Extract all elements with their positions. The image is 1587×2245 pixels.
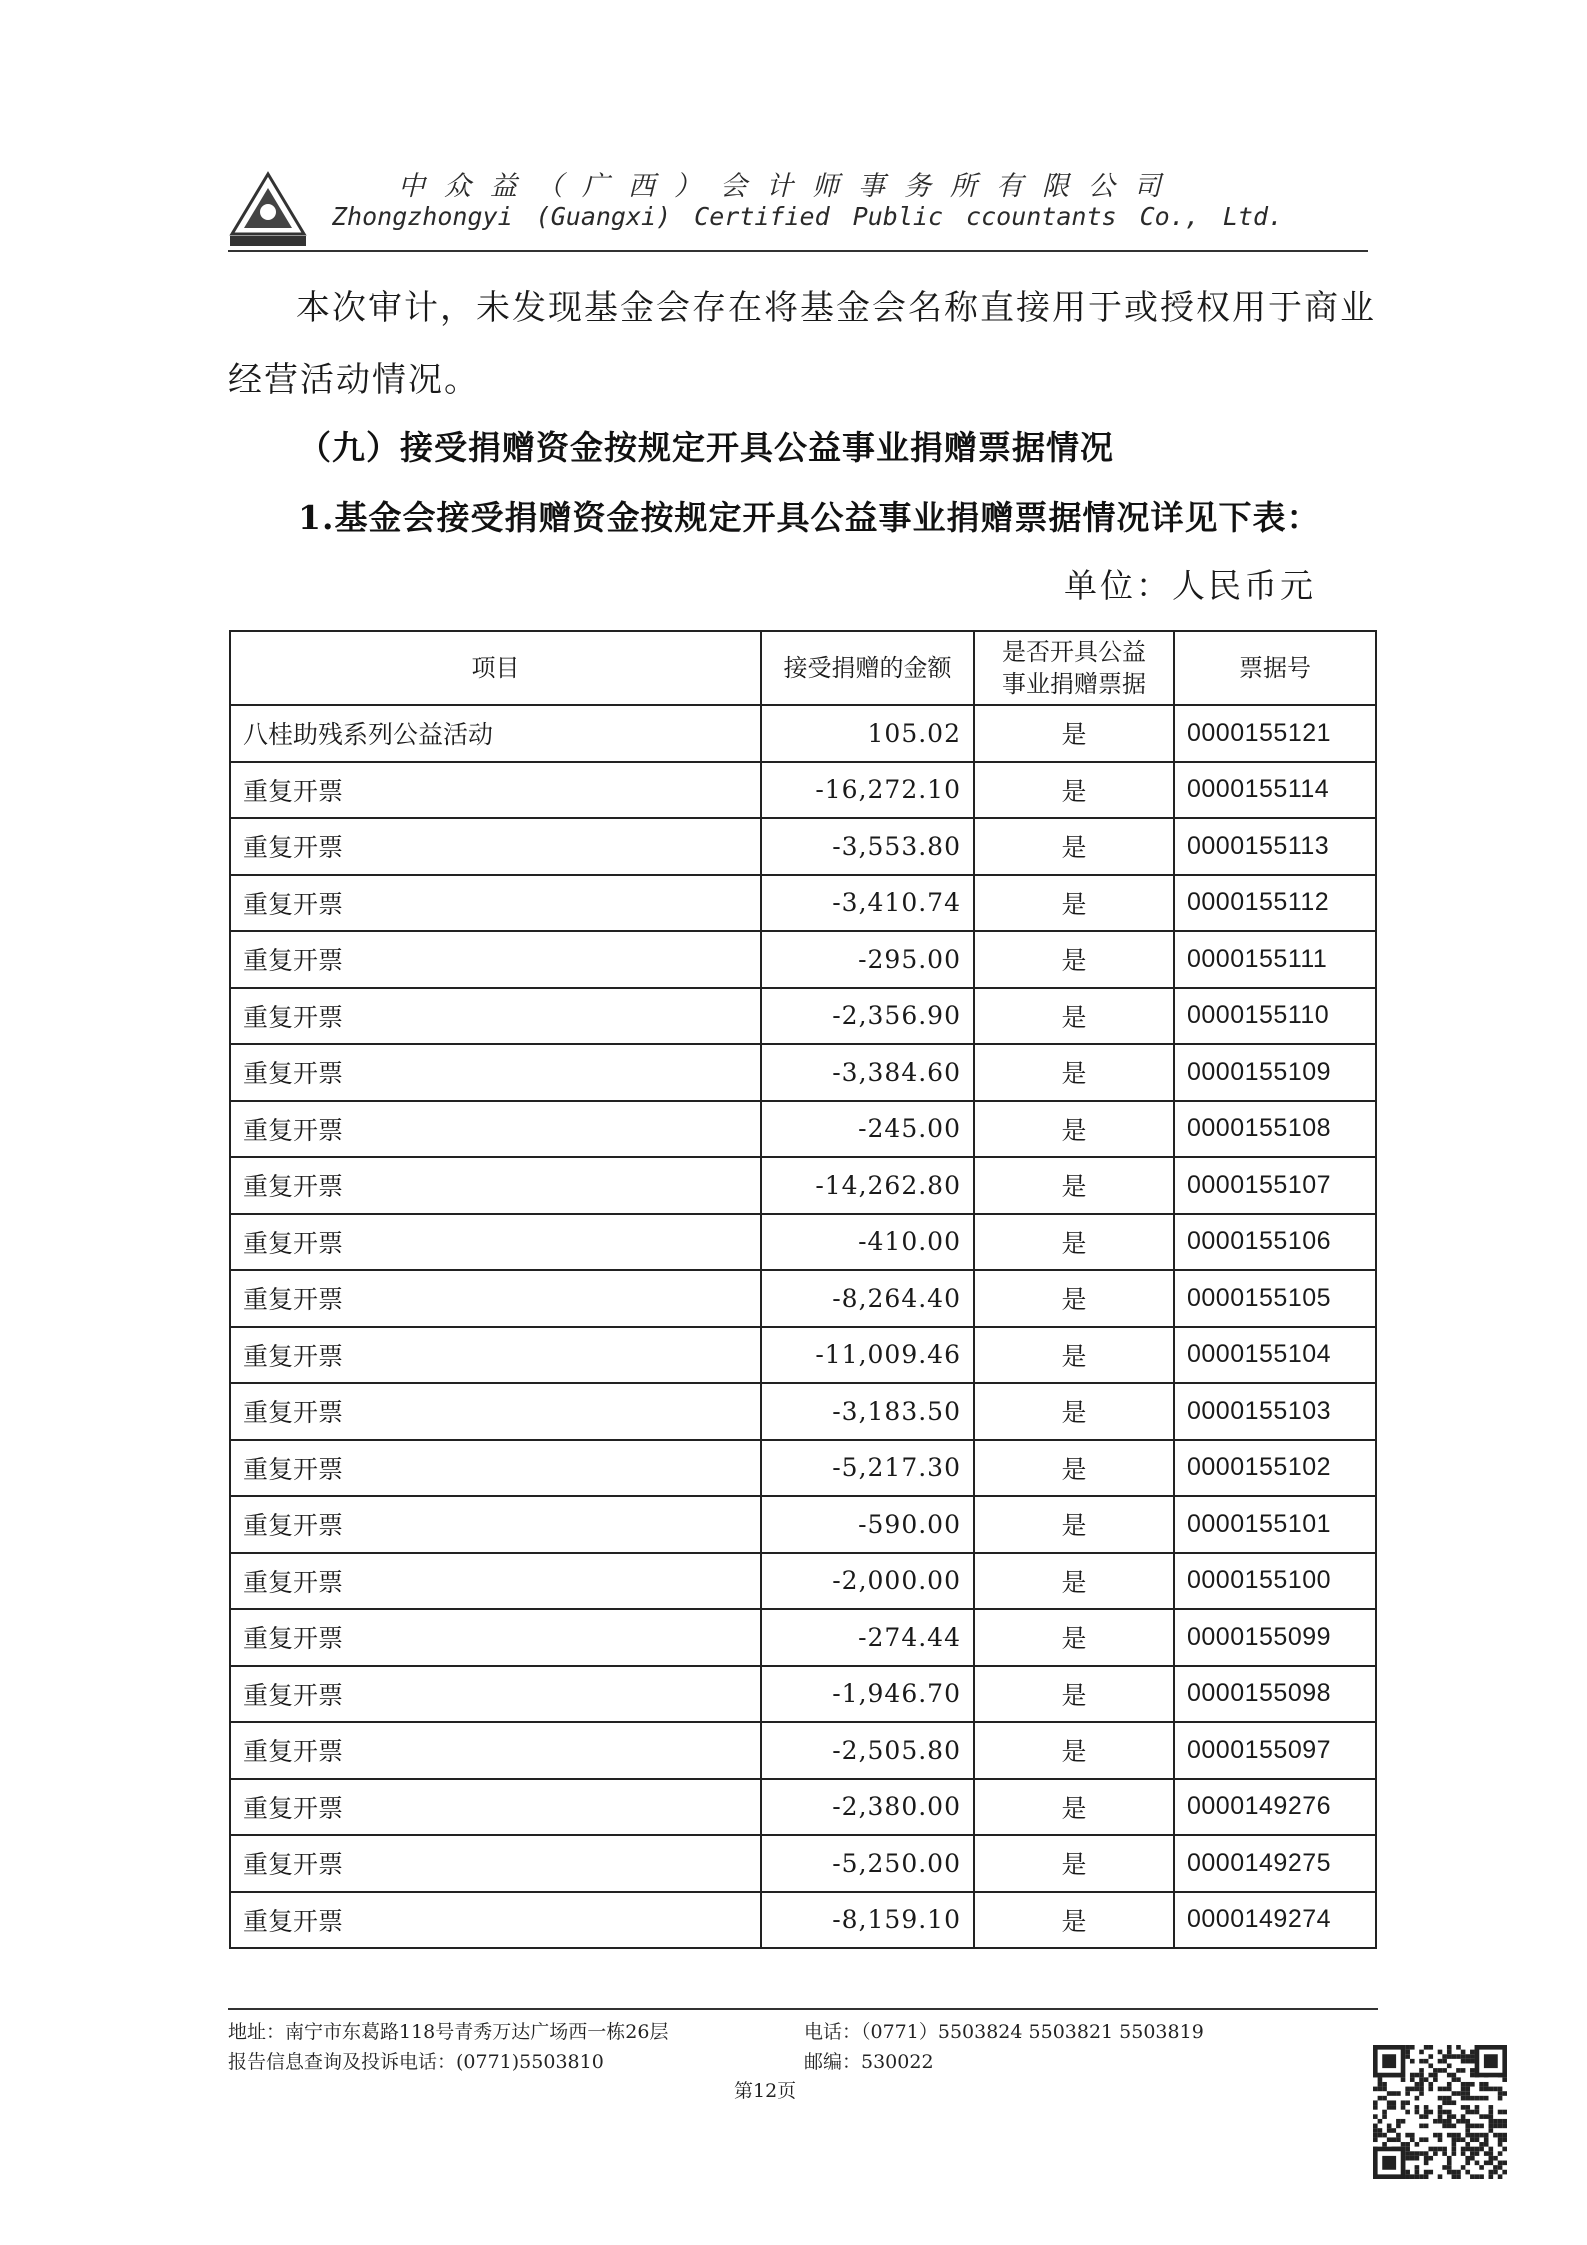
- row-receipt-no: 0000155109: [1174, 1044, 1376, 1101]
- row-amount: -2,356.90: [761, 988, 974, 1045]
- footer-complaint-phone: 报告信息查询及投诉电话：(0771)5503810: [228, 2051, 604, 2073]
- row-amount: -16,272.10: [761, 762, 974, 819]
- row-item: 重复开票: [230, 1270, 761, 1327]
- row-receipt-no: 0000155098: [1174, 1666, 1376, 1723]
- table-row: [230, 1157, 1376, 1214]
- row-amount: -295.00: [761, 931, 974, 988]
- row-issued: 是: [974, 762, 1174, 819]
- page-number: 第12页: [734, 2080, 797, 2102]
- row-issued: 是: [974, 1892, 1174, 1949]
- row-issued: 是: [974, 1157, 1174, 1214]
- footer-address: 地址：南宁市东葛路118号青秀万达广场西一栋26层: [228, 2021, 669, 2043]
- header-amount: 接受捐赠的金额: [761, 631, 974, 705]
- table-row: [230, 875, 1376, 932]
- row-item: 重复开票: [230, 875, 761, 932]
- footer-phone: 电话：（0771）5503824 5503821 5503819: [804, 2021, 1204, 2043]
- row-item: 重复开票: [230, 1553, 761, 1610]
- row-item: 重复开票: [230, 1666, 761, 1723]
- table-row: [230, 1440, 1376, 1497]
- row-receipt-no: 0000155102: [1174, 1440, 1376, 1497]
- table-row: [230, 1892, 1376, 1949]
- row-amount: -3,183.50: [761, 1383, 974, 1440]
- row-receipt-no: 0000149276: [1174, 1779, 1376, 1836]
- footer-divider: [228, 2008, 1378, 2010]
- row-amount: -3,553.80: [761, 818, 974, 875]
- header-item: 项目: [230, 631, 761, 705]
- table-header-row: [230, 631, 1376, 705]
- row-amount: -590.00: [761, 1496, 974, 1553]
- table-row: [230, 1327, 1376, 1384]
- row-item: 重复开票: [230, 1496, 761, 1553]
- row-amount: -1,946.70: [761, 1666, 974, 1723]
- row-amount: -8,264.40: [761, 1270, 974, 1327]
- row-amount: -2,000.00: [761, 1553, 974, 1610]
- firm-logo: [228, 170, 308, 248]
- row-item: 重复开票: [230, 1835, 761, 1892]
- row-issued: 是: [974, 705, 1174, 762]
- table-row: [230, 1496, 1376, 1553]
- row-item: 重复开票: [230, 1440, 761, 1497]
- row-amount: 105.02: [761, 705, 974, 762]
- row-receipt-no: 0000155112: [1174, 875, 1376, 932]
- table-row: [230, 1101, 1376, 1158]
- subsection-title: 1.基金会接受捐赠资金按规定开具公益事业捐赠票据情况详见下表：: [298, 498, 1321, 537]
- table-row: [230, 1383, 1376, 1440]
- row-issued: 是: [974, 1609, 1174, 1666]
- table-row: [230, 1270, 1376, 1327]
- row-receipt-no: 0000149275: [1174, 1835, 1376, 1892]
- row-issued: 是: [974, 1496, 1174, 1553]
- row-receipt-no: 0000155107: [1174, 1157, 1376, 1214]
- row-receipt-no: 0000149274: [1174, 1892, 1376, 1949]
- header-receipt-no: 票据号: [1174, 631, 1376, 705]
- table-row: [230, 1214, 1376, 1271]
- row-amount: -14,262.80: [761, 1157, 974, 1214]
- row-issued: 是: [974, 1722, 1174, 1779]
- row-item: 重复开票: [230, 931, 761, 988]
- row-amount: -11,009.46: [761, 1327, 974, 1384]
- row-receipt-no: 0000155099: [1174, 1609, 1376, 1666]
- row-receipt-no: 0000155097: [1174, 1722, 1376, 1779]
- row-item: 重复开票: [230, 818, 761, 875]
- row-amount: -410.00: [761, 1214, 974, 1271]
- row-issued: 是: [974, 1044, 1174, 1101]
- row-item: 重复开票: [230, 1722, 761, 1779]
- row-amount: -3,384.60: [761, 1044, 974, 1101]
- body-paragraph: 本次审计，未发现基金会存在将基金会名称直接用于或授权用于商业经营活动情况。: [228, 288, 1376, 400]
- header-divider: [228, 250, 1368, 252]
- letterhead: [228, 158, 1368, 254]
- row-receipt-no: 0000155121: [1174, 705, 1376, 762]
- row-receipt-no: 0000155113: [1174, 818, 1376, 875]
- footer-postcode: 邮编：530022: [804, 2051, 934, 2073]
- table-row: [230, 1779, 1376, 1836]
- row-receipt-no: 0000155106: [1174, 1214, 1376, 1271]
- row-receipt-no: 0000155100: [1174, 1553, 1376, 1610]
- table-row: [230, 1553, 1376, 1610]
- firm-name-cn: 中众益（广西）会计师事务所有限公司: [398, 171, 1180, 202]
- row-issued: 是: [974, 1835, 1174, 1892]
- row-item: 重复开票: [230, 1327, 761, 1384]
- row-issued: 是: [974, 1666, 1174, 1723]
- row-item: 重复开票: [230, 1044, 761, 1101]
- row-issued: 是: [974, 1101, 1174, 1158]
- row-amount: -5,250.00: [761, 1835, 974, 1892]
- section-title: （九）接受捐赠资金按规定开具公益事业捐赠票据情况: [298, 428, 1114, 467]
- row-item: 重复开票: [230, 1779, 761, 1836]
- row-item: 重复开票: [230, 1892, 761, 1949]
- table-row: [230, 1722, 1376, 1779]
- row-item: 重复开票: [230, 988, 761, 1045]
- row-issued: 是: [974, 1270, 1174, 1327]
- row-item: 重复开票: [230, 1383, 761, 1440]
- table-row: [230, 762, 1376, 819]
- table-row: [230, 931, 1376, 988]
- table-row: [230, 705, 1376, 762]
- row-receipt-no: 0000155103: [1174, 1383, 1376, 1440]
- row-issued: 是: [974, 1553, 1174, 1610]
- row-receipt-no: 0000155104: [1174, 1327, 1376, 1384]
- row-amount: -2,505.80: [761, 1722, 974, 1779]
- currency-unit: 单位：人民币元: [1064, 566, 1316, 605]
- row-issued: 是: [974, 818, 1174, 875]
- firm-name-en: Zhongzhongyi (Guangxi) Certified Public ccountants Co., Ltd.: [332, 202, 1284, 231]
- table-row: [230, 1609, 1376, 1666]
- row-issued: 是: [974, 1214, 1174, 1271]
- row-item: 重复开票: [230, 1609, 761, 1666]
- row-item: 重复开票: [230, 762, 761, 819]
- row-amount: -274.44: [761, 1609, 974, 1666]
- row-receipt-no: 0000155111: [1174, 931, 1376, 988]
- table-row: [230, 1666, 1376, 1723]
- row-amount: -5,217.30: [761, 1440, 974, 1497]
- qr-code: [1373, 2045, 1507, 2179]
- row-item: 重复开票: [230, 1157, 761, 1214]
- row-amount: -8,159.10: [761, 1892, 974, 1949]
- table-row: [230, 988, 1376, 1045]
- row-receipt-no: 0000155108: [1174, 1101, 1376, 1158]
- row-issued: 是: [974, 931, 1174, 988]
- row-item: 重复开票: [230, 1101, 761, 1158]
- row-item: 八桂助残系列公益活动: [230, 705, 761, 762]
- header-issued: 是否开具公益事业捐赠票据: [974, 631, 1174, 705]
- row-amount: -2,380.00: [761, 1779, 974, 1836]
- row-issued: 是: [974, 1327, 1174, 1384]
- row-receipt-no: 0000155114: [1174, 762, 1376, 819]
- row-amount: -3,410.74: [761, 875, 974, 932]
- table-row: [230, 1044, 1376, 1101]
- table-row: [230, 1835, 1376, 1892]
- row-receipt-no: 0000155105: [1174, 1270, 1376, 1327]
- row-issued: 是: [974, 875, 1174, 932]
- row-issued: 是: [974, 1779, 1174, 1836]
- row-issued: 是: [974, 1383, 1174, 1440]
- row-issued: 是: [974, 1440, 1174, 1497]
- table-row: [230, 818, 1376, 875]
- row-amount: -245.00: [761, 1101, 974, 1158]
- row-item: 重复开票: [230, 1214, 761, 1271]
- row-receipt-no: 0000155101: [1174, 1496, 1376, 1553]
- row-issued: 是: [974, 988, 1174, 1045]
- donation-receipt-table: [229, 630, 1377, 1949]
- row-receipt-no: 0000155110: [1174, 988, 1376, 1045]
